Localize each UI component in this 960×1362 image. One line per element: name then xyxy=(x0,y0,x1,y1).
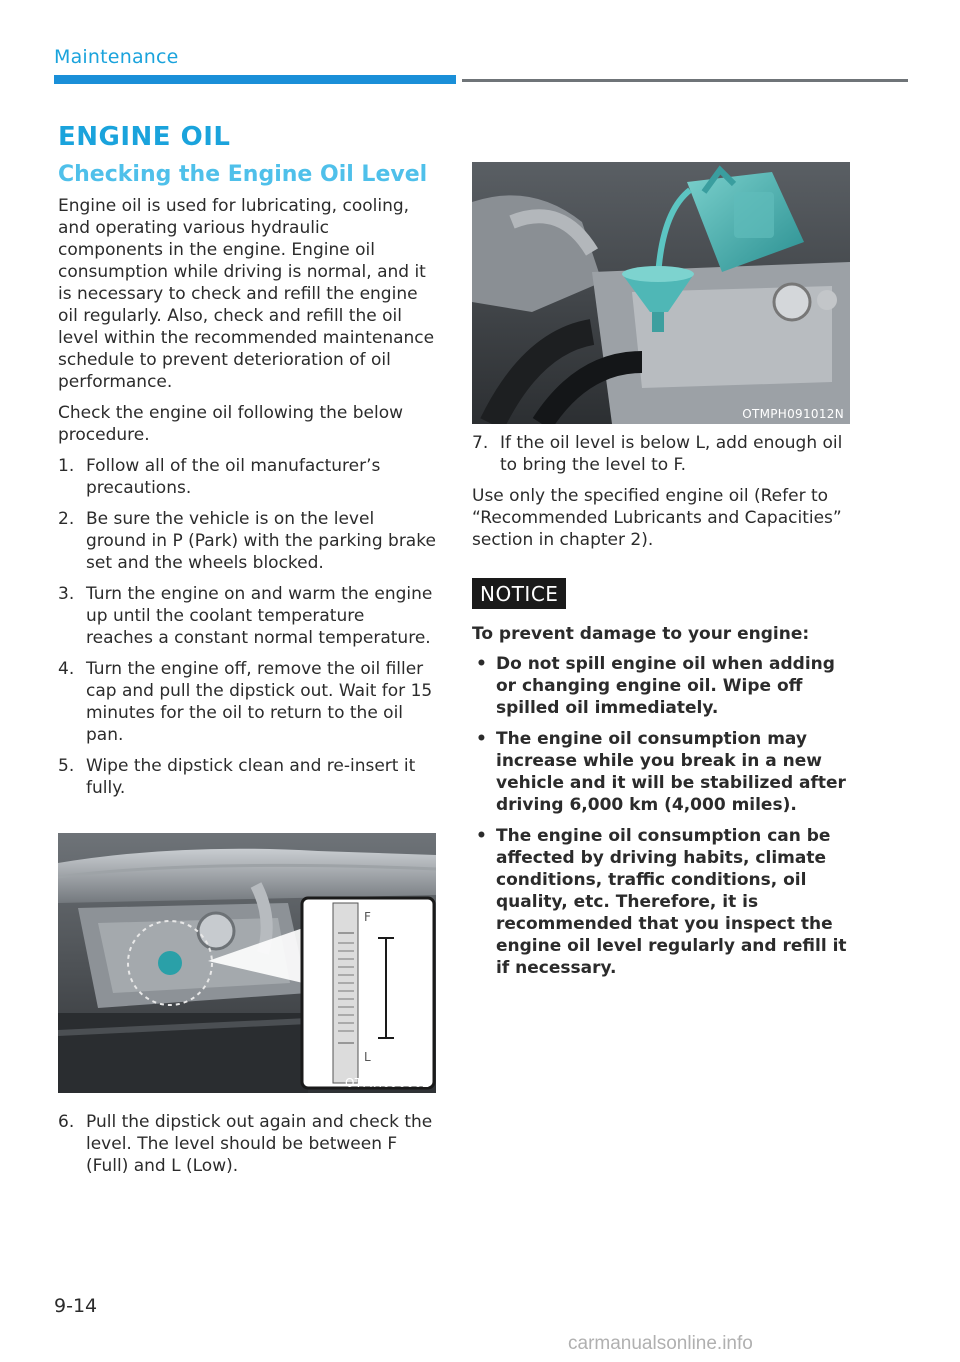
header-rule-accent xyxy=(54,75,456,84)
notice-heading: To prevent damage to your engine: xyxy=(472,624,810,644)
procedure-intro: Check the engine oil following the below procedure. xyxy=(58,403,404,445)
step-text: Turn the engine off, remove the oil filler cap and pull the dipstick out. Wait for 15 minutes for the oil to return to the oil pan. xyxy=(86,659,433,745)
bullet-text: The engine oil consumption may increase while you break in a new vehicle and it will be stabilized after driving 6,000 km (4,000 miles). xyxy=(496,729,846,815)
dipstick-mark-low: L xyxy=(364,1050,371,1064)
right-column xyxy=(472,162,850,988)
header-title: Maintenance xyxy=(54,46,179,68)
step-1 xyxy=(58,455,436,499)
step-5 xyxy=(58,755,436,799)
page-number: 9-14 xyxy=(54,1295,98,1317)
step-text: Wipe the dipstick clean and re-insert it fully. xyxy=(86,756,416,798)
step-number: 7. xyxy=(472,433,489,453)
step-text: Pull the dipstick out again and check the level. The level should be between F (Full) and L (Low). xyxy=(86,1112,433,1176)
section-title: ENGINE OIL xyxy=(58,122,231,152)
step-number: 3. xyxy=(58,584,75,604)
step-6 xyxy=(58,1111,436,1177)
watermark: carmanualsonline.info xyxy=(568,1333,753,1354)
engine-dipstick-illustration xyxy=(58,833,436,1093)
step-number: 4. xyxy=(58,659,75,679)
step-text: If the oil level is below L, add enough oil to bring the level to F. xyxy=(500,433,843,475)
dipstick-figure xyxy=(58,833,436,1093)
step-text: Be sure the vehicle is on the level ground in P (Park) with the parking brake set and the wheels blocked. xyxy=(86,509,436,573)
figure-code: OTMPH091012N xyxy=(742,407,844,421)
notice-bullet xyxy=(472,825,850,979)
step-number: 6. xyxy=(58,1112,75,1132)
step-number: 5. xyxy=(58,756,75,776)
figure-code: OTMH090002 xyxy=(345,1076,430,1090)
bullet-marker: • xyxy=(476,729,487,749)
bullet-text: Do not spill engine oil when adding or changing engine oil. Wipe off spilled oil immediately. xyxy=(496,654,835,718)
oil-refill-figure xyxy=(472,162,850,424)
oil-pouring-illustration xyxy=(472,162,850,424)
notice-label: NOTICE xyxy=(472,578,566,609)
step-2 xyxy=(58,508,436,574)
notice-bullet xyxy=(472,728,850,816)
bullet-marker: • xyxy=(476,826,487,846)
header-rule xyxy=(462,79,908,82)
step-text: Turn the engine on and warm the engine up until the coolant temperature reaches a constant normal temperature. xyxy=(86,584,433,648)
bullet-marker: • xyxy=(476,654,487,674)
step-7 xyxy=(472,432,850,476)
bullet-text: The engine oil consumption can be affected by driving habits, climate conditions, traffic conditions, oil quality, etc. Therefore, it is recommended that you inspect the engine oil level regularly and refill it if necessary. xyxy=(496,826,847,978)
step-number: 1. xyxy=(58,456,75,476)
dipstick-mark-full: F xyxy=(364,910,371,924)
step-number: 2. xyxy=(58,509,75,529)
step-3 xyxy=(58,583,436,649)
subsection-title: Checking the Engine Oil Level xyxy=(58,162,428,187)
notice-bullet xyxy=(472,653,850,719)
intro-paragraph: Engine oil is used for lubricating, cooling, and operating various hydraulic components in the engine. Engine oil consumption while driving is normal, and it is necessary to check and refill the engine oil regularly. Also, check and refill the oil level within the recommended maintenance schedule to prevent deterioration of oil performance. xyxy=(58,196,435,392)
step-4 xyxy=(58,658,436,746)
left-column xyxy=(58,122,436,1186)
step-text: Follow all of the oil manufacturer’s precautions. xyxy=(86,456,381,498)
spec-note: Use only the specified engine oil (Refer to “Recommended Lubricants and Capacities” section in chapter 2). xyxy=(472,486,842,550)
